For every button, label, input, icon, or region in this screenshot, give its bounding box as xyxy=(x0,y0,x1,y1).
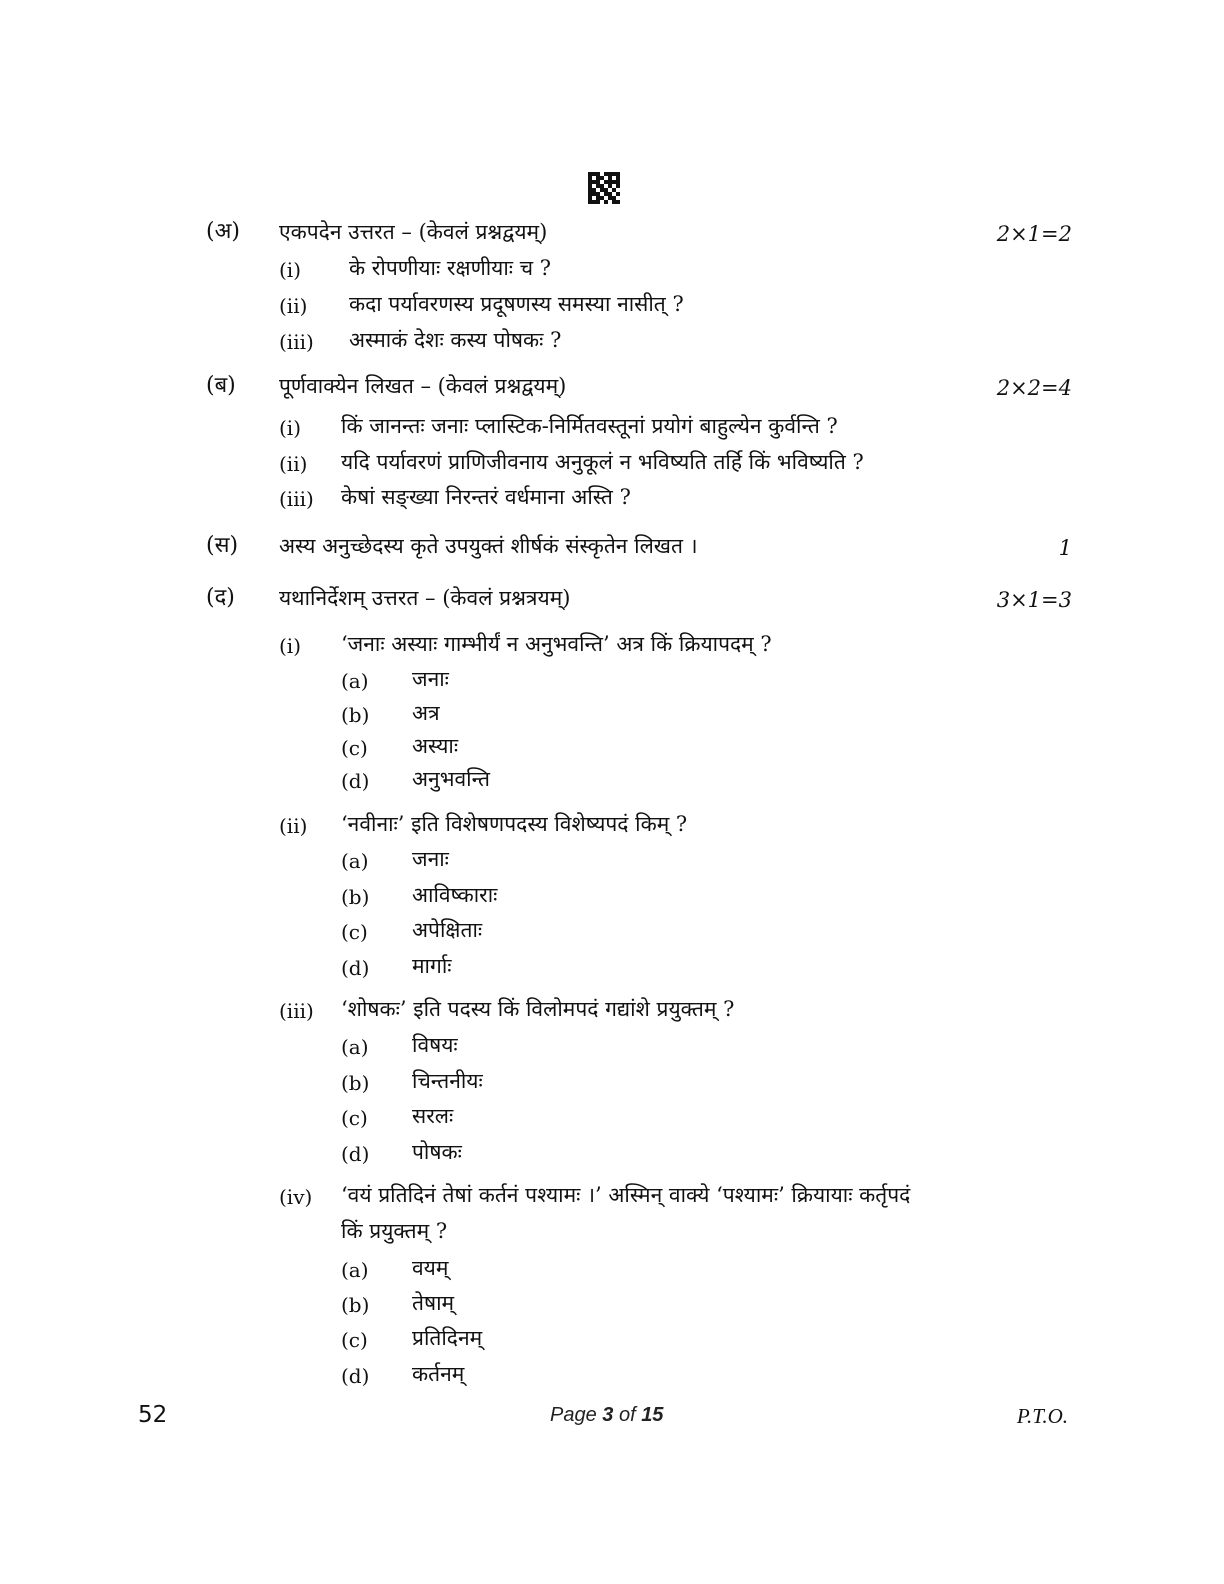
question-number: (i) xyxy=(279,416,302,440)
option-label: (a) xyxy=(341,1035,369,1059)
question-number: (iii) xyxy=(279,999,314,1023)
question-number: (iii) xyxy=(279,330,314,354)
option-label: (a) xyxy=(341,1258,369,1282)
option-text: अस्याः xyxy=(412,734,459,758)
page-of: of xyxy=(613,1404,642,1426)
option-text: चिन्तनीयः xyxy=(412,1069,483,1093)
option-text: विषयः xyxy=(412,1033,458,1057)
option-label: (b) xyxy=(341,885,370,909)
question-text: यदि पर्यावरणं प्राणिजीवनाय अनुकूलं न भविष्यति तर्हि किं भविष्यति ? xyxy=(341,450,864,474)
section-label: (स) xyxy=(206,533,239,558)
paper-code: 52 xyxy=(138,1402,168,1428)
question-number: (iii) xyxy=(279,487,314,511)
option-text: वयम् xyxy=(412,1256,449,1280)
option-text: कर्तनम् xyxy=(412,1362,465,1386)
page-prefix: Page xyxy=(550,1404,603,1426)
question-text: ‘शोषकः’ इति पदस्य किं विलोमपदं गद्यांशे प्रयुक्तम् ? xyxy=(341,997,735,1021)
section-heading: अस्य अनुच्छेदस्य कृते उपयुक्तं शीर्षकं संस्कृतेन लिखत । xyxy=(279,534,698,558)
option-text: पोषकः xyxy=(412,1140,462,1164)
option-label: (d) xyxy=(341,956,370,980)
section-marks: 2×1=2 xyxy=(996,222,1072,246)
option-text: आविष्काराः xyxy=(412,883,498,907)
option-text: अपेक्षिताः xyxy=(412,918,483,942)
section-label: (ब) xyxy=(206,373,236,398)
section-heading: एकपदेन उत्तरत – (केवलं प्रश्नद्वयम्) xyxy=(279,220,548,244)
section-marks: 1 xyxy=(1058,536,1072,560)
section-marks: 2×2=4 xyxy=(996,376,1072,400)
question-text: ‘नवीनाः’ इति विशेषणपदस्य विशेष्यपदं किम् ? xyxy=(341,812,688,836)
question-number: (ii) xyxy=(279,294,308,318)
option-text: मार्गाः xyxy=(412,954,452,978)
option-text: अत्र xyxy=(412,701,440,725)
question-text: अस्माकं देशः कस्य पोषकः ? xyxy=(349,328,562,352)
qr-code-icon xyxy=(588,172,620,204)
question-number: (ii) xyxy=(279,814,308,838)
page-number xyxy=(550,1404,663,1427)
question-text-line2: किं प्रयुक्तम् ? xyxy=(341,1219,448,1243)
option-label: (a) xyxy=(341,669,369,693)
option-label: (b) xyxy=(341,703,370,727)
option-label: (d) xyxy=(341,1142,370,1166)
page-current: 3 xyxy=(602,1404,614,1426)
option-label: (b) xyxy=(341,1071,370,1095)
question-number: (ii) xyxy=(279,452,308,476)
option-text: अनुभवन्ति xyxy=(412,767,491,791)
option-label: (c) xyxy=(341,920,368,944)
question-number: (i) xyxy=(279,634,302,658)
option-label: (a) xyxy=(341,849,369,873)
option-text: सरलः xyxy=(412,1104,454,1128)
option-label: (b) xyxy=(341,1293,370,1317)
question-text: किं जानन्तः जनाः प्लास्टिक-निर्मितवस्तूनां प्रयोगं बाहुल्येन कुर्वन्ति ? xyxy=(341,414,838,438)
option-label: (d) xyxy=(341,769,370,793)
option-label: (d) xyxy=(341,1364,370,1388)
option-text: तेषाम् xyxy=(412,1291,455,1315)
section-heading: पूर्णवाक्येन लिखत – (केवलं प्रश्नद्वयम्) xyxy=(279,374,567,398)
section-heading: यथानिर्देशम् उत्तरत – (केवलं प्रश्नत्रयम्) xyxy=(279,586,571,610)
option-label: (c) xyxy=(341,736,368,760)
question-text: केषां सङ्ख्या निरन्तरं वर्धमाना अस्ति ? xyxy=(341,485,631,509)
page-total: 15 xyxy=(641,1404,664,1426)
section-label: (अ) xyxy=(206,219,240,244)
question-text: ‘जनाः अस्याः गाम्भीर्यं न अनुभवन्ति’ अत्र किं क्रियापदम् ? xyxy=(341,632,772,656)
option-label: (c) xyxy=(341,1106,368,1130)
question-text: के रोपणीयाः रक्षणीयाः च ? xyxy=(349,256,551,280)
option-text: जनाः xyxy=(412,847,449,871)
option-text: जनाः xyxy=(412,667,449,691)
section-label: (द) xyxy=(206,585,235,610)
question-text: कदा पर्यावरणस्य प्रदूषणस्य समस्या नासीत् ? xyxy=(349,292,684,316)
please-turn-over: P.T.O. xyxy=(1016,1404,1068,1428)
option-label: (c) xyxy=(341,1328,368,1352)
question-number: (iv) xyxy=(279,1185,313,1209)
option-text: प्रतिदिनम् xyxy=(412,1326,483,1350)
question-number: (i) xyxy=(279,258,302,282)
section-marks: 3×1=3 xyxy=(996,588,1072,612)
question-text-line1: ‘वयं प्रतिदिनं तेषां कर्तनं पश्यामः ।’ अस्मिन् वाक्ये ‘पश्यामः’ क्रियायाः कर्तृपदं xyxy=(341,1183,911,1207)
